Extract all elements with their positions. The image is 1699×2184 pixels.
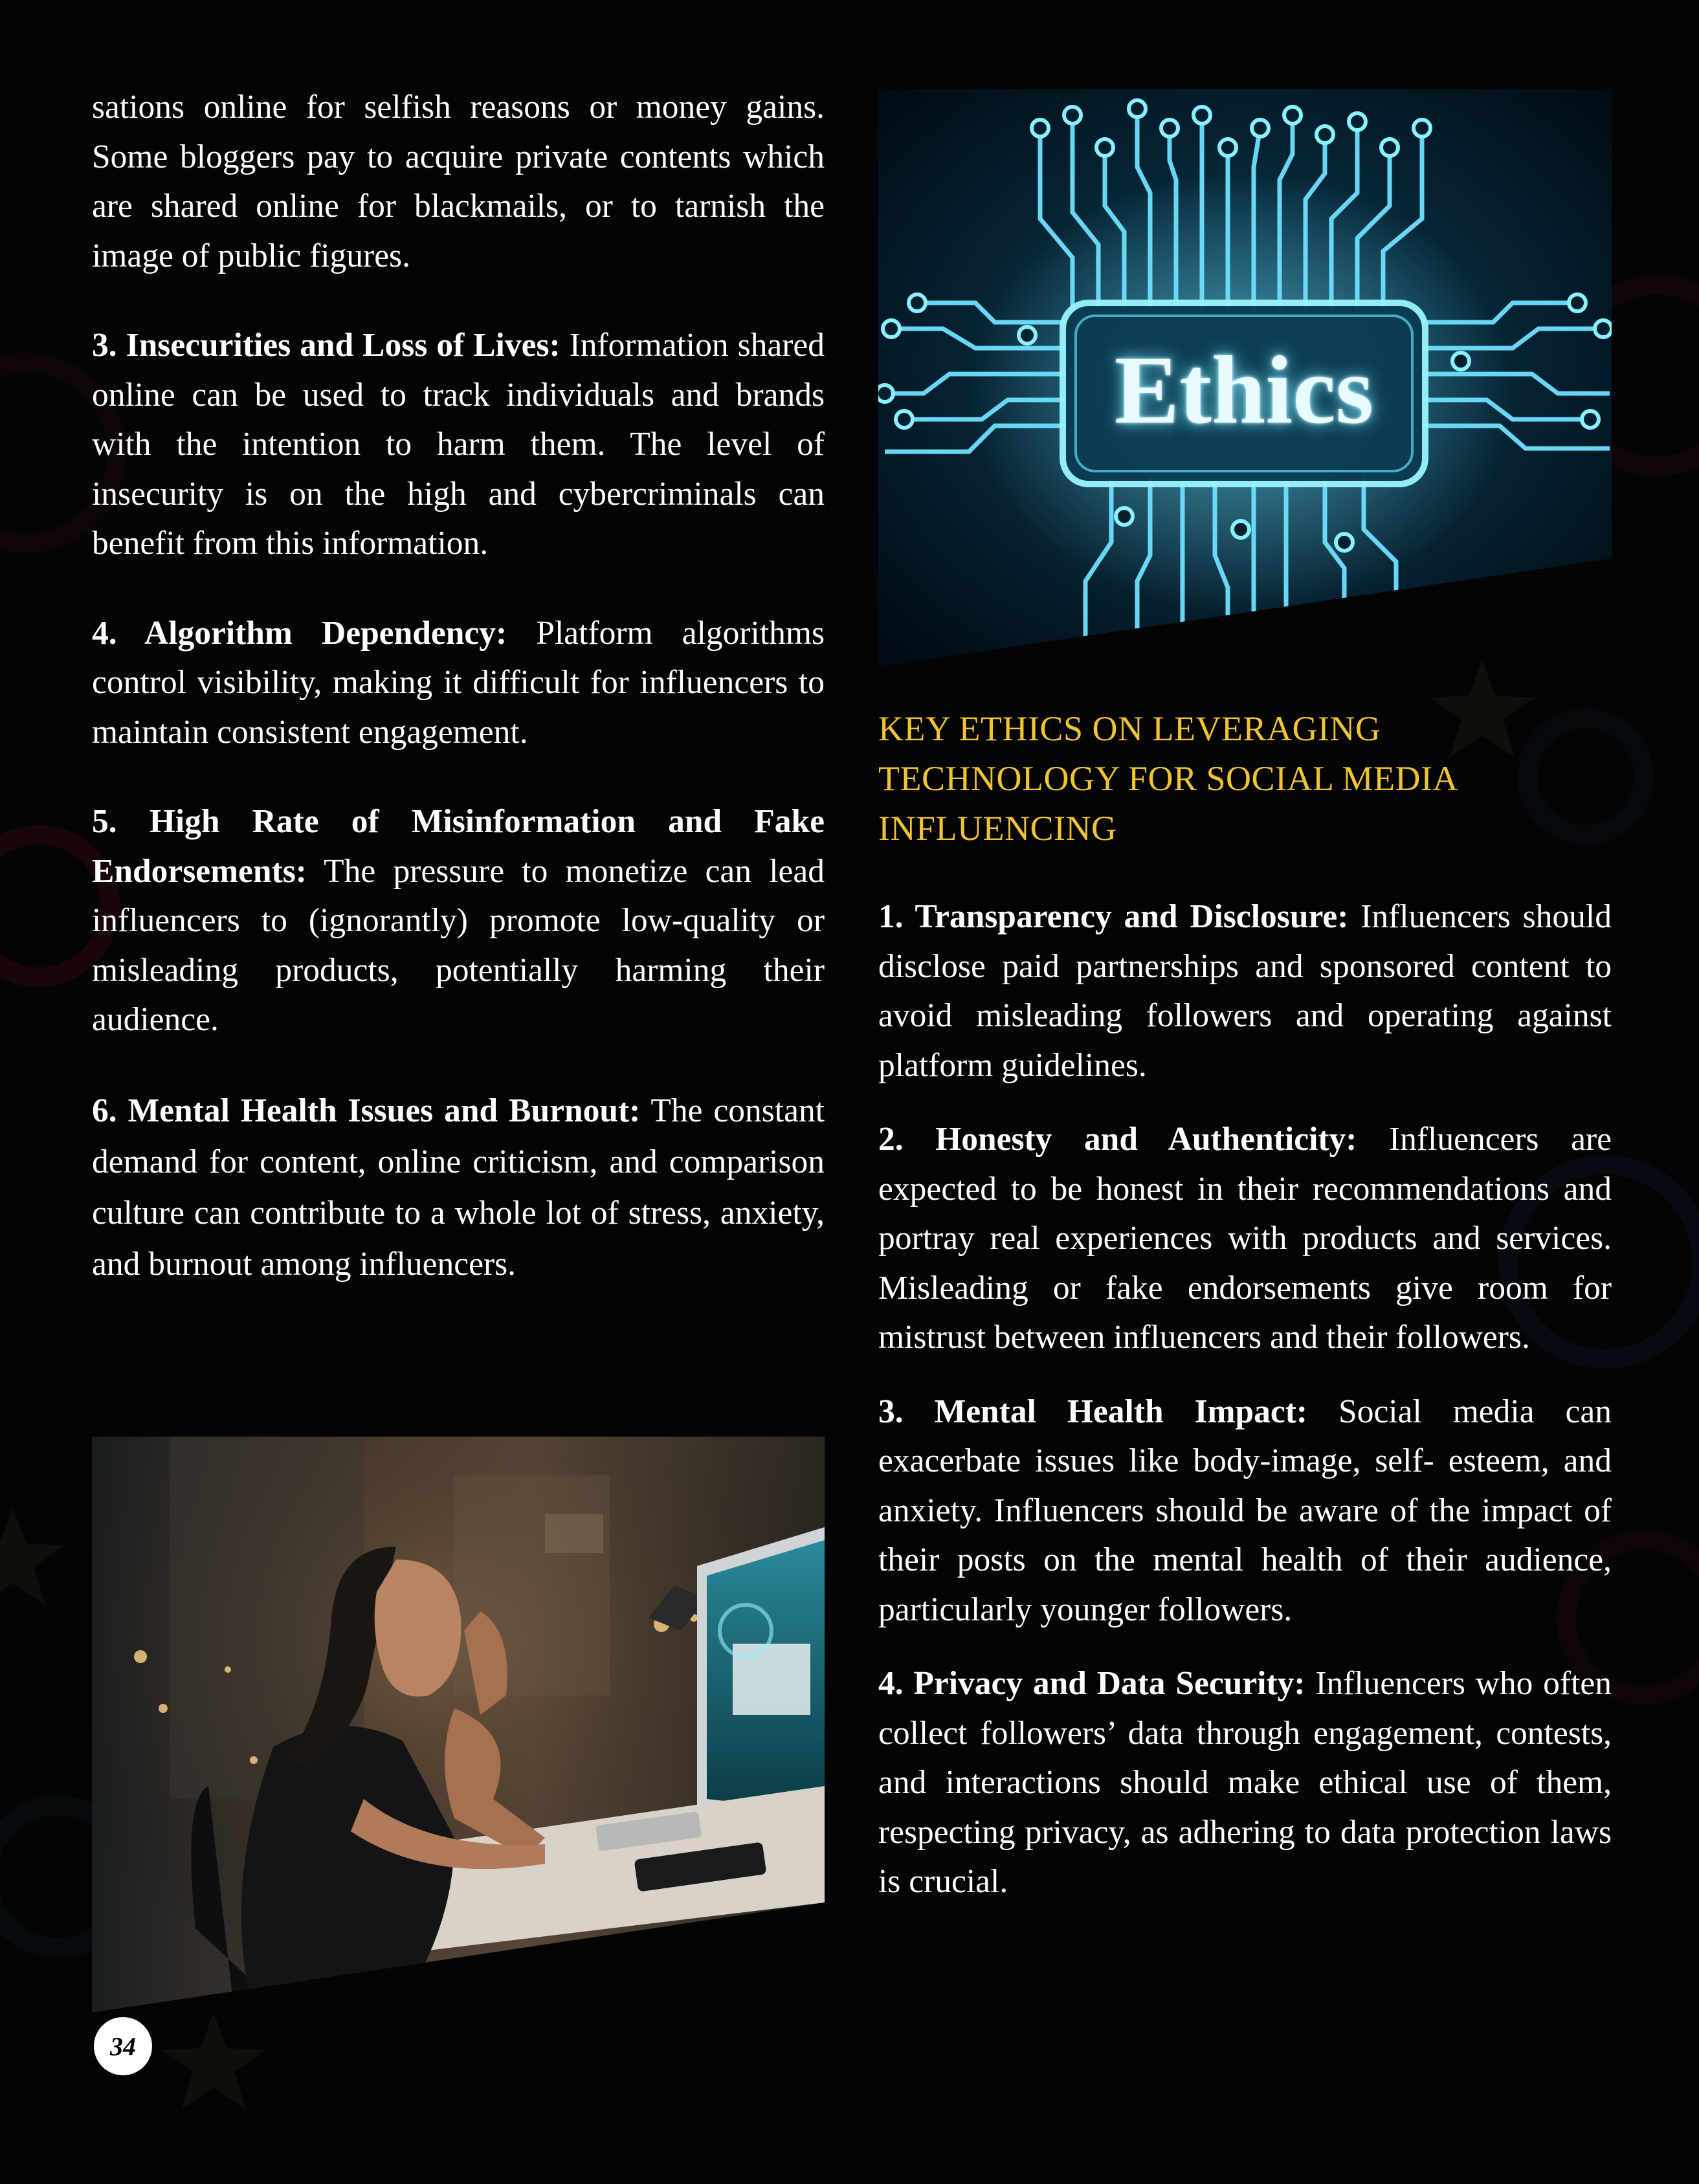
left-item-6 (92, 1085, 825, 1290)
right-item-1 (878, 892, 1612, 1090)
right-item-title: 1. Transparency and Disclosure: (878, 898, 1349, 935)
right-item-4 (878, 1659, 1612, 1907)
section-heading: KEY ETHICS ON LEVERAGING TECHNOLOGY FOR SOCIAL MEDIA INFLUENCING (878, 709, 1457, 848)
right-item-title: 4. Privacy and Data Security: (878, 1665, 1305, 1702)
right-item-text: Social media can exacerbate issues like body-image, self- esteem, and anxiety. Influencers should be aware of the impact of their posts on the mental health of their audience, particularly younger followers. (878, 1393, 1612, 1628)
left-item-title: 4. Algorithm Dependency: (92, 614, 507, 652)
right-item-text: Influencers who often collect followers’ data through engagement, contests, and interactions should make ethical use of them, respecting privacy, as adhering to data protection laws is crucial. (878, 1665, 1612, 1900)
right-column (878, 704, 1612, 1907)
left-item-title: 6. Mental Health Issues and Burnout: (92, 1092, 641, 1129)
left-item-5 (92, 797, 825, 1045)
right-item-3 (878, 1387, 1612, 1635)
right-item-2 (878, 1115, 1612, 1363)
left-item-text: The constant demand for content, online criticism, and comparison culture can contribute to a whole lot of stress, anxiety, and burnout among influencers. (92, 1092, 825, 1283)
ethics-label: Ethics (1114, 336, 1374, 444)
left-item-title: 5. High Rate of Misinformation and Fake Endorsements: (92, 803, 825, 890)
left-item-text: Information shared online can be used to track individuals and brands with the intention to harm them. The level of insecurity is on the high and cybercriminals can benefit from this information. (92, 327, 825, 562)
left-column (92, 83, 825, 1290)
right-item-title: 2. Honesty and Authenticity: (878, 1121, 1357, 1158)
left-item-text: The pressure to monetize can lead influencers to (ignorantly) promote low-quality or misleading products, potentially harming their audience. (92, 852, 825, 1038)
left-item-text: Platform algorithms control visibility, making it difficult for influencers to maintain consistent engagement. (92, 614, 825, 751)
stressed-woman-photo (92, 1437, 825, 2013)
intro-paragraph: sations online for selfish reasons or money gains. Some bloggers pay to acquire private contents which are shared online for blackmails, or to tarnish the image of public figures. (92, 89, 825, 274)
left-item-3 (92, 321, 825, 569)
left-item-4 (92, 609, 825, 758)
page-number: 34 (94, 2017, 152, 2075)
ethics-image (878, 89, 1612, 667)
right-item-text: Influencers should disclose paid partnerships and sponsored content to avoid misleading followers and operating against platform guidelines. (878, 898, 1612, 1084)
stressed-woman-at-computer-photo (92, 1437, 825, 2013)
right-item-text: Influencers are expected to be honest in their recommendations and portray real experiences with products and services. Misleading or fake endorsements give room for mistrust between influencers and their followers. (878, 1121, 1612, 1356)
right-item-title: 3. Mental Health Impact: (878, 1393, 1308, 1430)
left-item-title: 3. Insecurities and Loss of Lives: (92, 327, 561, 364)
